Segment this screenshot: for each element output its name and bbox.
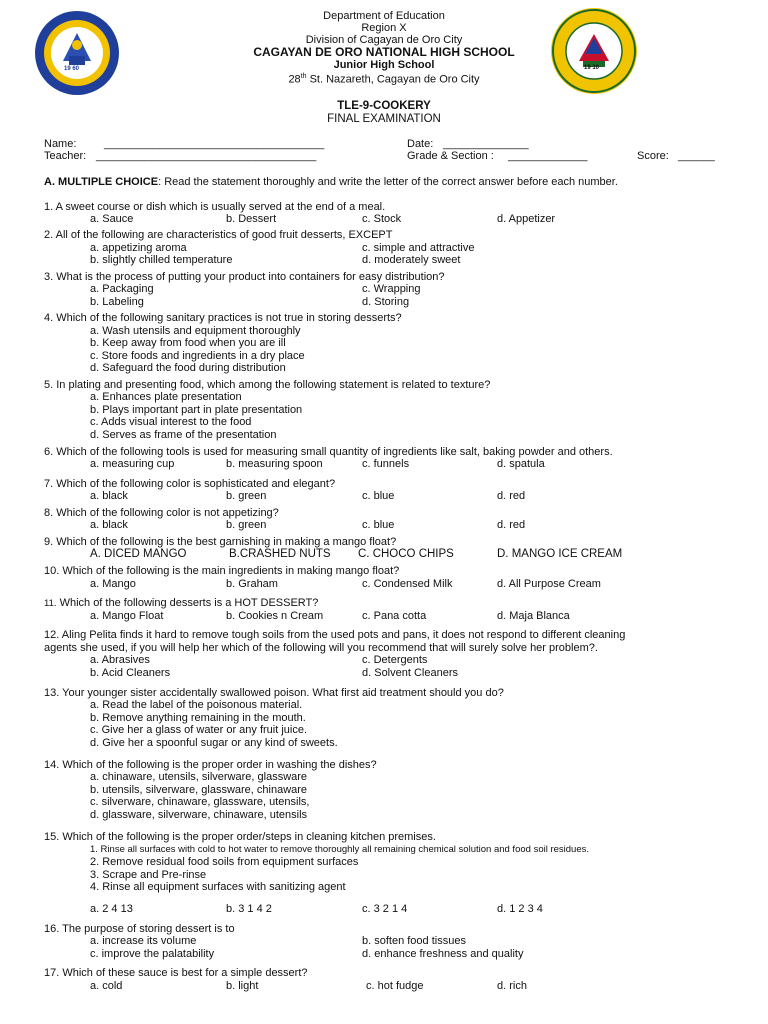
q15-step-4: 4. Rinse all equipment surfaces with sanitizing agent (90, 881, 346, 893)
q7-option-c: c. blue (362, 490, 395, 502)
q1-option-c: c. Stock (362, 213, 402, 225)
q16-option-c: c. improve the palatability (90, 948, 215, 960)
header-dept: Department of Education (323, 10, 445, 22)
q7-option-a: a. black (90, 490, 128, 502)
question-10: 10. Which of the following is the main ingredients in making mango float? (44, 565, 400, 577)
exam-subtitle: FINAL EXAMINATION (327, 113, 441, 125)
address-rest: St. Nazareth, Cagayan de Oro City (306, 73, 480, 86)
q17-option-c: c. hot fudge (366, 980, 424, 992)
q3-option-b: b. Labeling (90, 296, 144, 308)
q13-option-d: d. Give her a spoonful sugar or any kind of sweets. (90, 737, 338, 749)
q6-option-d: d. spatula (497, 458, 545, 470)
right-seal-year: 19 10 (584, 65, 600, 71)
name-label: Name: (44, 138, 77, 150)
q2-option-b: b. slightly chilled temperature (90, 254, 233, 266)
question-3: 3. What is the process of putting your product into containers for easy distribution? (44, 271, 445, 283)
q15-option-c: c. 3 2 1 4 (362, 903, 408, 915)
score-label: Score: (637, 150, 669, 162)
q3-option-d: d. Storing (362, 296, 410, 308)
q11-option-c: c. Pana cotta (362, 610, 427, 622)
q3-option-a: a. Packaging (90, 283, 154, 295)
instructions-text: : Read the statement thoroughly and write the letter of the correct answer before each number. (158, 176, 618, 188)
q15-option-a: a. 2 4 13 (90, 903, 133, 915)
q9-option-c: C. CHOCO CHIPS (358, 548, 454, 560)
q12-option-c: c. Detergents (362, 654, 428, 666)
question-4: 4. Which of the following sanitary practices is not true in storing desserts? (44, 312, 402, 324)
question-2: 2. All of the following are characteristics of good fruit desserts, EXCEPT (44, 229, 393, 241)
q10-option-d: d. All Purpose Cream (497, 578, 601, 590)
q9-option-a: A. DICED MANGO (90, 548, 187, 560)
header-address (0, 71, 768, 86)
q3-option-c: c. Wrapping (362, 283, 421, 295)
q9-option-d: D. MANGO ICE CREAM (497, 548, 623, 560)
q5-option-b: b. Plays important part in plate presentation (90, 404, 303, 416)
teacher-field[interactable]: ____________________________________ (96, 150, 317, 162)
question-9: 9. Which of the following is the best garnishing in making a mango float? (44, 536, 397, 548)
q4-option-c: c. Store foods and ingredients in a dry place (90, 350, 305, 362)
q6-option-a: a. measuring cup (90, 458, 175, 470)
q8-option-a: a. black (90, 519, 128, 531)
q6-option-b: b. measuring spoon (226, 458, 323, 470)
q15-step-2: 2. Remove residual food soils from equipment surfaces (90, 856, 359, 868)
q16-option-d: d. enhance freshness and quality (362, 948, 524, 960)
q17-option-b: b. light (226, 980, 259, 992)
q5-option-c: c. Adds visual interest to the food (90, 416, 252, 428)
q2-option-c: c. simple and attractive (362, 242, 475, 254)
date-label: Date: (407, 138, 434, 150)
question-12: 12. Aling Pelita finds it hard to remove tough soils from the used pots and pans, it does not respond to different cleaning (44, 629, 626, 641)
q4-option-a: a. Wash utensils and equipment thoroughly (90, 325, 301, 337)
q12-option-a: a. Abrasives (90, 654, 150, 666)
q7-option-d: d. red (497, 490, 526, 502)
question-16: 16. The purpose of storing dessert is to (44, 923, 235, 935)
q17-option-a: a. cold (90, 980, 123, 992)
q8-option-d: d. red (497, 519, 526, 531)
q7-option-b: b. green (226, 490, 267, 502)
grade-section-field[interactable]: _____________ (508, 150, 588, 162)
question-17: 17. Which of these sauce is best for a simple dessert? (44, 967, 308, 979)
q8-option-c: c. blue (362, 519, 395, 531)
question-15: 15. Which of the following is the proper order/steps in cleaning kitchen premises. (44, 831, 436, 843)
teacher-label: Teacher: (44, 150, 87, 162)
q16-option-a: a. increase its volume (90, 935, 197, 947)
question-5: 5. In plating and presenting food, which among the following statement is related to texture? (44, 379, 491, 391)
q11-option-d: d. Maja Blanca (497, 610, 570, 622)
q13-option-a: a. Read the label of the poisonous material. (90, 699, 303, 711)
grade-section-label: Grade & Section : (407, 150, 494, 162)
score-field[interactable]: ______ (678, 150, 715, 162)
q8-option-b: b. green (226, 519, 267, 531)
question-14: 14. Which of the following is the proper order in washing the dishes? (44, 759, 377, 771)
header-division: Division of Cagayan de Oro City (305, 34, 463, 46)
q5-option-d: d. Serves as frame of the presentation (90, 429, 277, 441)
q2-option-a: a. appetizing aroma (90, 242, 187, 254)
q1-option-b: b. Dessert (226, 213, 277, 225)
q12-option-b: b. Acid Cleaners (90, 667, 171, 679)
q14-option-c: c. silverware, chinaware, glassware, utensils, (90, 796, 310, 808)
question-1: 1. A sweet course or dish which is usually served at the end of a meal. (44, 201, 386, 213)
q4-option-b: b. Keep away from food when you are ill (90, 337, 286, 349)
left-seal-year: 19 60 (64, 66, 80, 72)
q10-option-a: a. Mango (90, 578, 136, 590)
address-number: 28 (288, 73, 301, 86)
q2-option-d: d. moderately sweet (362, 254, 461, 266)
q11-number: 11. (44, 598, 57, 609)
q14-option-a: a. chinaware, utensils, silverware, glassware (90, 771, 308, 783)
question-8: 8. Which of the following color is not appetizing? (44, 507, 279, 519)
q11-text: Which of the following desserts is a HOT DESSERT? (56, 597, 319, 609)
name-field[interactable]: ____________________________________ (104, 138, 325, 150)
q13-option-b: b. Remove anything remaining in the mouth. (90, 712, 306, 724)
q17-option-d: d. rich (497, 980, 527, 992)
q4-option-d: d. Safeguard the food during distribution (90, 362, 286, 374)
header-region: Region X (361, 22, 407, 34)
question-13: 13. Your younger sister accidentally swallowed poison. What first aid treatment should you do? (44, 687, 504, 699)
address-sup: th (300, 73, 307, 80)
q13-option-c: c. Give her a glass of water or any fruit juice. (90, 724, 308, 736)
q14-option-b: b. utensils, silverware, glassware, chinaware (90, 784, 308, 796)
exam-title: TLE-9-COOKERY (337, 100, 431, 112)
q9-option-b: B.CRASHED NUTS (229, 548, 331, 560)
q15-step-1: 1. Rinse all surfaces with cold to hot water to remove thoroughly all remaining chemical solution and food soil residues. (90, 844, 590, 855)
question-11 (44, 597, 724, 611)
q12-option-d: d. Solvent Cleaners (362, 667, 458, 679)
header-school: CAGAYAN DE ORO NATIONAL HIGH SCHOOL (253, 45, 515, 59)
q5-option-a: a. Enhances plate presentation (90, 391, 242, 403)
question-7: 7. Which of the following color is sophisticated and elegant? (44, 478, 336, 490)
q15-step-3: 3. Scrape and Pre-rinse (90, 869, 207, 881)
question-6: 6. Which of the following tools is used for measuring small quantity of ingredients like salt, baking powder and others. (44, 446, 613, 458)
q6-option-c: c. funnels (362, 458, 410, 470)
q10-option-c: c. Condensed Milk (362, 578, 453, 590)
q15-option-d: d. 1 2 3 4 (497, 903, 543, 915)
question-12-cont: agents she used, if you will help her which of the following will you recommend that will surely solve her problem?. (44, 642, 598, 654)
q15-option-b: b. 3 1 4 2 (226, 903, 272, 915)
q10-option-b: b. Graham (226, 578, 278, 590)
q16-option-b: b. soften food tissues (362, 935, 466, 947)
q11-option-a: a. Mango Float (90, 610, 164, 622)
q1-option-d: d. Appetizer (497, 213, 556, 225)
header-level: Junior High School (333, 59, 435, 71)
section-heading: A. MULTIPLE CHOICE (44, 176, 159, 188)
q14-option-d: d. glassware, silverware, chinaware, utensils (90, 809, 308, 821)
q1-option-a: a. Sauce (90, 213, 134, 225)
instructions (44, 176, 618, 189)
date-field[interactable]: ______________ (443, 138, 529, 150)
q11-option-b: b. Cookies n Cream (226, 610, 324, 622)
